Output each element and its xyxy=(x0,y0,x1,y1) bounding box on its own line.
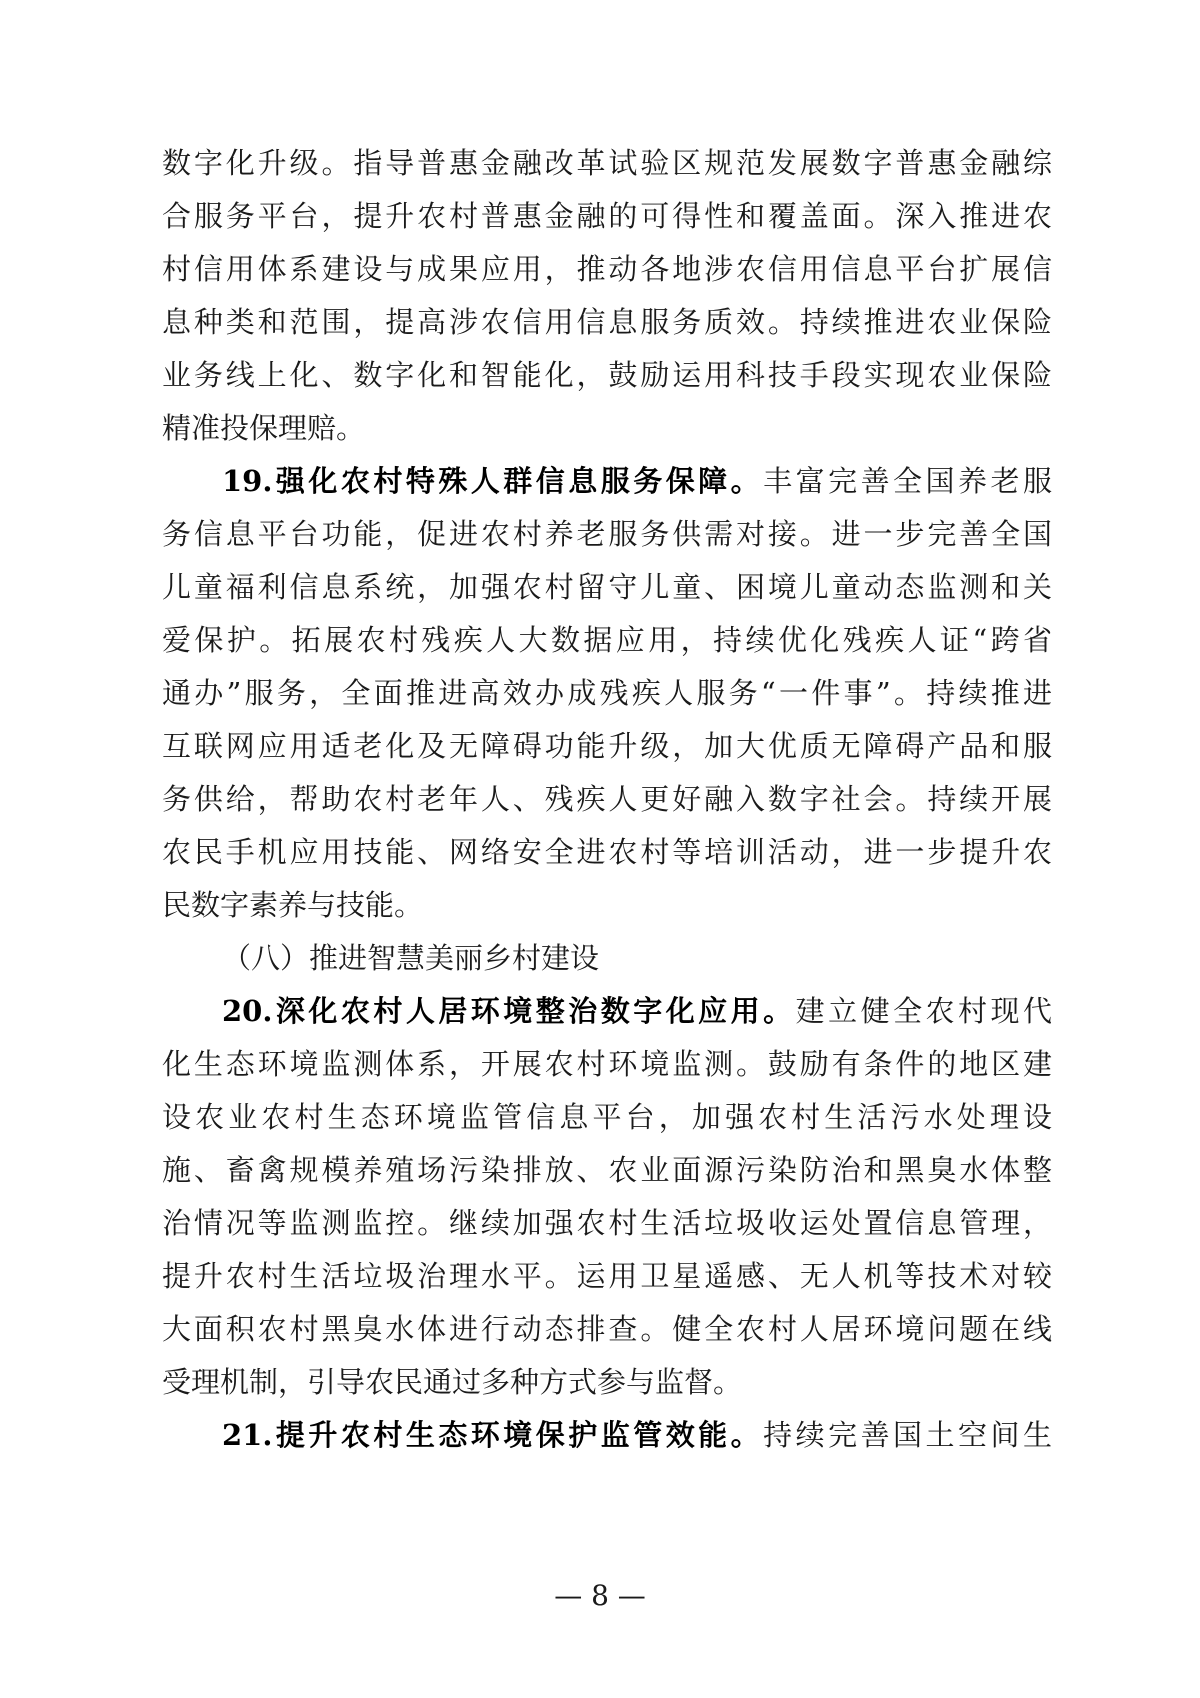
body-line: 业务线上化、数字化和智能化，鼓励运用科技手段实现农业保险 xyxy=(162,358,1052,392)
item-heading: 20.深化农村人居环境整治数字化应用。 xyxy=(222,994,796,1028)
section-heading: （八）推进智慧美丽乡村建设 xyxy=(222,941,600,975)
item-text: 持续完善国土空间生 xyxy=(763,1418,1052,1452)
body-line: 务供给，帮助农村老年人、残疾人更好融入数字社会。持续开展 xyxy=(162,782,1052,816)
body-line: 治情况等监测监控。继续加强农村生活垃圾收运处置信息管理， xyxy=(162,1206,1052,1240)
body-line: 化生态环境监测体系，开展农村环境监测。鼓励有条件的地区建 xyxy=(162,1047,1052,1081)
body-line: 受理机制，引导农民通过多种方式参与监督。 xyxy=(162,1365,743,1399)
body-line: 大面积农村黑臭水体进行动态排查。健全农村人居环境问题在线 xyxy=(162,1312,1052,1346)
page-number: — 8 — xyxy=(554,1579,646,1612)
body-line: 设农业农村生态环境监管信息平台，加强农村生活污水处理设 xyxy=(162,1100,1052,1134)
body-line: 施、畜禽规模养殖场污染排放、农业面源污染防治和黑臭水体整 xyxy=(162,1153,1052,1187)
body-line: 息种类和范围，提高涉农信用信息服务质效。持续推进农业保险 xyxy=(162,305,1052,339)
item-heading: 21.提升农村生态环境保护监管效能。 xyxy=(222,1418,764,1452)
body-line: 精准投保理赔。 xyxy=(162,411,366,445)
item-heading: 19.强化农村特殊人群信息服务保障。 xyxy=(222,464,764,498)
body-line: 数字化升级。指导普惠金融改革试验区规范发展数字普惠金融综 xyxy=(162,146,1052,180)
body-line: 民数字素养与技能。 xyxy=(162,888,424,922)
body-line: 通办”服务，全面推进高效办成残疾人服务“一件事”。持续推进 xyxy=(162,676,1052,710)
item-19-first-line xyxy=(222,461,1052,501)
body-line: 务信息平台功能，促进农村养老服务供需对接。进一步完善全国 xyxy=(162,517,1052,551)
item-20-first-line xyxy=(222,991,1052,1031)
body-line: 互联网应用适老化及无障碍功能升级，加大优质无障碍产品和服 xyxy=(162,729,1052,763)
body-line: 农民手机应用技能、网络安全进农村等培训活动，进一步提升农 xyxy=(162,835,1052,869)
body-line: 合服务平台，提升农村普惠金融的可得性和覆盖面。深入推进农 xyxy=(162,199,1052,233)
body-line: 提升农村生活垃圾治理水平。运用卫星遥感、无人机等技术对较 xyxy=(162,1259,1052,1293)
item-text: 丰富完善全国养老服 xyxy=(763,464,1052,498)
body-line: 爱保护。拓展农村残疾人大数据应用，持续优化残疾人证“跨省 xyxy=(162,623,1052,657)
item-text: 建立健全农村现代 xyxy=(795,994,1052,1028)
item-21-first-line xyxy=(222,1415,1052,1455)
body-line: 儿童福利信息系统，加强农村留守儿童、困境儿童动态监测和关 xyxy=(162,570,1052,604)
body-line: 村信用体系建设与成果应用，推动各地涉农信用信息平台扩展信 xyxy=(162,252,1052,286)
